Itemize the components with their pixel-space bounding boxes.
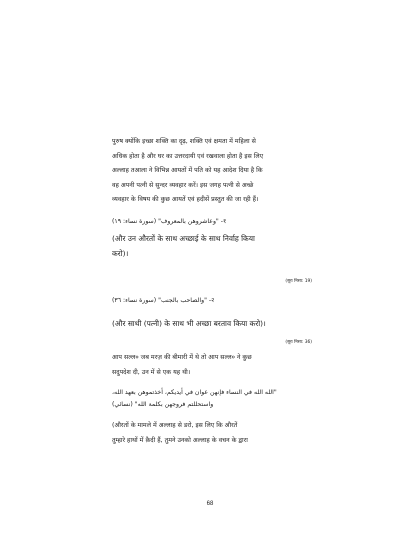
intro-line: अधिक होता है और घर का उत्तरदायी एवं रखवाला होता है इस लिए [112,152,264,160]
verse1-arabic: १- "وعاشروهن بالمعروف" (سورة نساء: ١٩) [112,218,227,225]
verse2-arabic: २- "والصاحب بالجنب" (سورة نساء: ٣٦) [112,297,215,304]
hadith-translation [112,419,312,448]
hadith-intro [112,351,312,380]
verse1-translation [112,231,312,261]
hadith-arabic-line: واستحللتم فروجهن بكلمة الله" (نسائي) [112,401,214,408]
intro-line: पुरुष क्योंकि इच्छा शक्ति का दृढ़, शक्ति एवं क्षमता में महिला से [112,138,256,145]
hadith-translation-line: (औरतों के मामले में अल्लाह से डरो, इस लिए कि औरतें [112,422,238,429]
hadith-intro-line: सदुपदेश दी, उन में से एक यह थी। [112,368,191,376]
intro-line: व्यवहार के विषय की कुछ आयतें एवं हदीसें प्रस्तुत की जा रही हैं। [112,196,259,203]
intro-paragraph [112,135,312,208]
verse2-reference: (सूरः निसा: 36) [285,340,312,345]
verse1-reference: (सूरः निसा: 19) [285,279,312,284]
hadith-arabic [112,387,312,411]
translation-line: करो)। [112,249,129,258]
hadith-translation-line: तुम्हारे हाथों में क़ैदी हैं, तुमने उनको अल्लाह के वचन के द्वारा [112,436,248,444]
hadith-intro-line: आप सल्ल० जब मरज़ की बीमारी में थे तो आप सल्ल० ने कुछ [112,354,252,361]
intro-line: वह अपनी पत्नी से सुन्दर व्यवहार करें। इस जगह पत्नी से अच्छे [112,181,254,189]
page-number: 68 [206,501,214,507]
verse2-translation: (और साथी (पत्नी) के साथ भी अच्छा बरताव किया करो)। [112,319,266,328]
intro-line: अल्लाह तआला ने विभिन्न आयतों में पति को यह आदेश दिया है कि [112,167,263,174]
translation-line: (और उन औरतों के साथ अच्छाई के साथ निर्वाह किया [112,234,255,243]
hadith-arabic-line: "الله الله في النساء فإنهن عوان في أيديكم، أخذتموهن بعهد الله، [112,389,277,396]
